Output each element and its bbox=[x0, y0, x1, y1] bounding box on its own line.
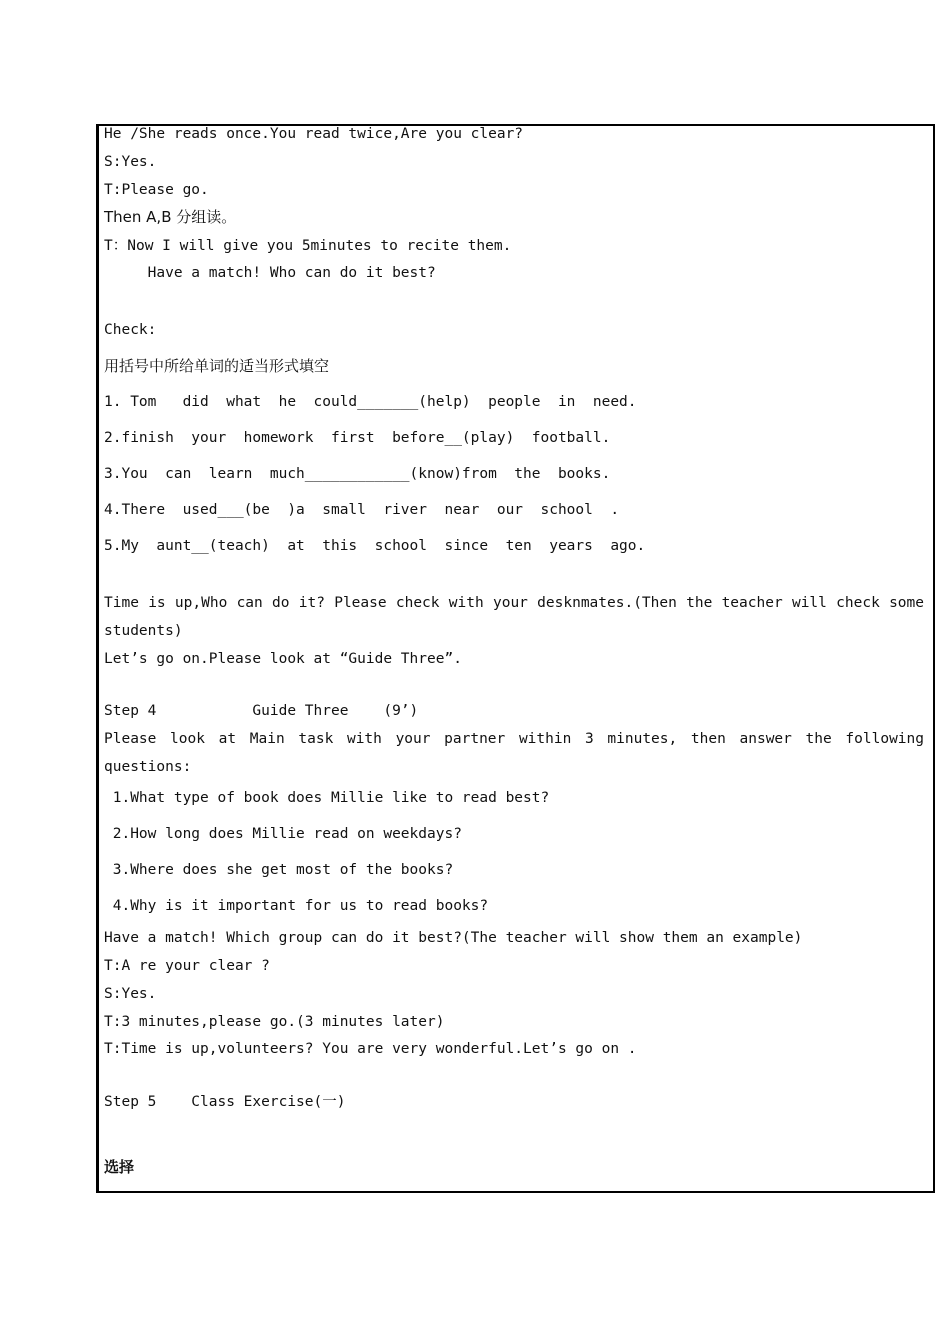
text-line: questions: bbox=[104, 759, 192, 775]
text-line: Then A,B 分组读。 bbox=[104, 208, 237, 226]
text-line: students) bbox=[104, 623, 183, 639]
text-line: T：Now I will give you 5minutes to recite them. bbox=[104, 238, 512, 254]
text-line: Time is up,Who can do it? Please check with your desknmates.(Then the teacher will check some bbox=[104, 595, 924, 611]
text-line: He /She reads once.You read twice,Are you clear? bbox=[104, 126, 524, 142]
exercise-item: 5.My aunt__(teach) at this school since ten years ago. bbox=[104, 538, 646, 554]
text-line: T:A re your clear ? bbox=[104, 958, 270, 974]
exercise-item: 4.There used___(be )a small river near our school . bbox=[104, 502, 620, 518]
section-label-check: Check: bbox=[104, 322, 157, 338]
step-heading: Step 5 Class Exercise(一) bbox=[104, 1094, 346, 1110]
section-label-choice: 选择 bbox=[104, 1158, 135, 1176]
exercise-item: 2.finish your homework first before__(play) football. bbox=[104, 430, 611, 446]
exercise-instruction: 用括号中所给单词的适当形式填空 bbox=[104, 357, 330, 375]
text-line: Please look at Main task with your partner within 3 minutes, then answer the following bbox=[104, 731, 924, 747]
text-line: Have a match! Which group can do it best?(The teacher will show them an example) bbox=[104, 930, 803, 946]
question-item: 1.What type of book does Millie like to read best? bbox=[104, 790, 550, 806]
text-line: S:Yes. bbox=[104, 154, 157, 170]
text-line: Let’s go on.Please look at “Guide Three”. bbox=[104, 651, 462, 667]
text-line: Have a match! Who can do it best? bbox=[104, 265, 436, 281]
question-item: 3.Where does she get most of the books? bbox=[104, 862, 454, 878]
text-line: S:Yes. bbox=[104, 986, 157, 1002]
question-item: 2.How long does Millie read on weekdays? bbox=[104, 826, 462, 842]
step-heading: Step 4 Guide Three (9’) bbox=[104, 703, 419, 719]
text-line: T:3 minutes,please go.(3 minutes later) bbox=[104, 1014, 445, 1030]
text-line: T:Time is up,volunteers? You are very wonderful.Let’s go on . bbox=[104, 1041, 637, 1057]
exercise-item: 3.You can learn much____________(know)from the books. bbox=[104, 466, 611, 482]
question-item: 4.Why is it important for us to read books? bbox=[104, 898, 489, 914]
exercise-item: 1. Tom did what he could_______(help) people in need. bbox=[104, 394, 637, 410]
text-line: T:Please go. bbox=[104, 182, 209, 198]
